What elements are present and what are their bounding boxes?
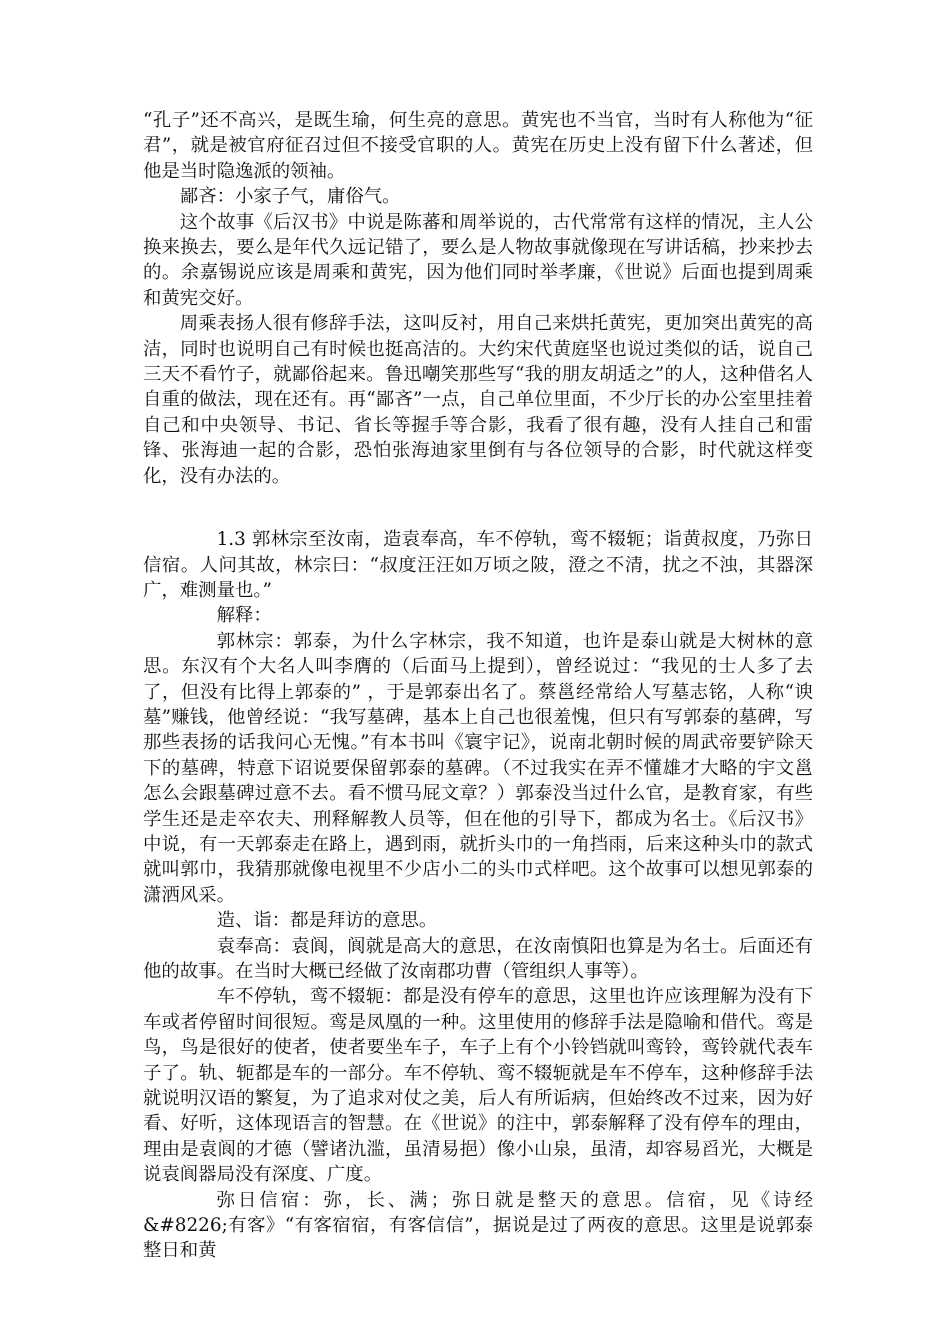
paragraph-bilin-definition: 鄙吝：小家子气，庸俗气。	[179, 186, 401, 208]
paragraph-guo-linzong: 郭林宗：郭泰，为什么字林宗，我不知道，也许是泰山就是大树林的意思。东汉有个大名人叫李膺的（后面马上提到），曾经说过：“我见的士人多了去了，但没有比得上郭泰的” ，于是郭泰出名了。蔡邕经常给人写墓志铭，人称“谀墓”赚钱，他曾经说：“我写墓碑，基本上自己也很羞愧，但只有写郭泰的墓碑，写那些表扬的话我问心无愧。”有本书叫《寰宇记》，说南北朝时候的周武帝要铲除天下的墓碑，特意下诏说要保留郭泰的墓碑。（不过我实在弄不懂雄才大略的宇文邕怎么会跟墓碑过意不去。看不惯马屁文章？）郭泰没当过什么官，是教育家，有些学生还是走卒农夫、刑释解教人员等，但在他的引导下，都成为名士。《后汉书》中说，有一天郭泰走在路上，遇到雨，就折头巾的一角挡雨，后来这种头巾的款式就叫郭巾，我猜那就像电视里不少店小二的头巾式样吧。这个故事可以想见郭泰的潇洒风采。	[143, 630, 813, 906]
section-spacer	[143, 489, 813, 527]
document-page	[143, 108, 813, 1264]
paragraph-story-source: 这个故事《后汉书》中说是陈蕃和周举说的，古代常常有这样的情况，主人公换来换去，要么是年代久远记错了，要么是人物故事就像现在写讲话稿，抄来抄去的。余嘉锡说应该是周乘和黄宪，因为他们同时举孝廉，《世说》后面也提到周乘和黄宪交好。	[143, 211, 813, 309]
paragraph-che-bu-ting-gui: 车不停轨，鸾不辍轭：都是没有停车的意思，这里也许应该理解为没有下车或者停留时间很短。鸾是凤凰的一种。这里使用的修辞手法是隐喻和借代。鸾是鸟，鸟是很好的使者，使者要坐车子，车子上有个小铃铛就叫鸾铃，鸾铃就代表车子了。轨、轭都是车的一部分。车不停轨、鸾不辍轭就是车不停车，这种修辞手法就说明汉语的繁复，为了追求对仗之美，后人有所诟病，但始终改不过来，因为好看、好听，这体现语言的智慧。在《世说》的注中，郭泰解释了没有停车的理由，理由是袁阆的才德（譬诸氿滥，虽清易挹）像小山泉，虽清，却容易舀光，大概是说袁阆器局没有深度、广度。	[143, 986, 813, 1186]
paragraph-yuan-fenggao: 袁奉高：袁阆，阆就是高大的意思，在汝南慎阳也算是为名士。后面还有他的故事。在当时大概已经做了汝南郡功曹（管组织人事等）。	[143, 935, 813, 982]
paragraph-rhetoric-commentary: 周乘表扬人很有修辞手法，这叫反衬，用自己来烘托黄宪，更加突出黄宪的高洁，同时也说明自己有时候也挺高洁的。大约宋代黄庭坚也说过类似的话，说自己三天不看竹子，就鄙俗起来。鲁迅嘲笑那些写“我的朋友胡适之”的人，这种借名人自重的做法，现在还有。再“鄙吝”一点，自己单位里面，不少厅长的办公室里挂着自己和中央领导、书记、省长等握手等合影，我看了很有趣，没有人挂自己和雷锋、张海迪一起的合影，恐怕张海迪家里倒有与各位领导的合影，时代就这样变化，没有办法的。	[143, 313, 813, 487]
paragraph-huangxian-summary: “孔子”还不高兴，是既生瑜，何生亮的意思。黄宪也不当官，当时有人称他为“征君”，就是被官府征召过但不接受官职的人。黄宪在历史上没有留下什么著述，但他是当时隐逸派的领袖。	[143, 110, 813, 182]
paragraph-mi-ri-xin-su: 弥日信宿：弥，长、满；弥日就是整天的意思。信宿，见《诗经&#8226;有客》“有客宿宿，有客信信”，据说是过了两夜的意思。这里是说郭泰整日和黄	[143, 1189, 813, 1262]
paragraph-explanation-heading: 解释：	[216, 605, 272, 627]
paragraph-zao-yi: 造、诣：都是拜访的意思。	[216, 910, 438, 932]
paragraph-section-1-3-text: 1.3 郭林宗至汝南，造袁奉高，车不停轨，鸾不辍轭；诣黄叔度，乃弥日信宿。人问其故，林宗曰：“叔度汪汪如万顷之陂，澄之不清，扰之不浊，其器深广，难测量也。”	[143, 529, 813, 601]
